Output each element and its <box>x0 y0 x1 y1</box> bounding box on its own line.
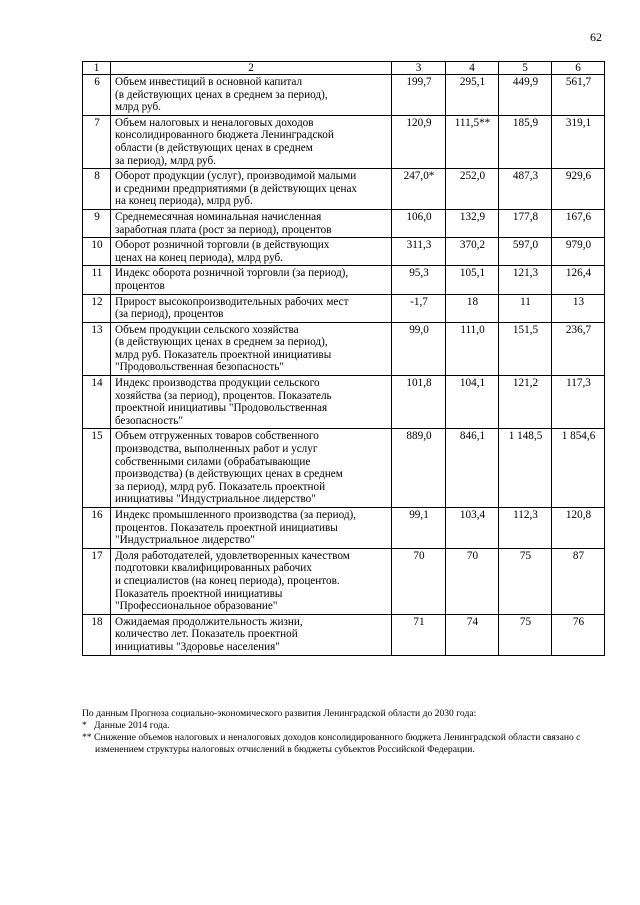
row-number: 15 <box>83 429 111 508</box>
value-col-5: 151,5 <box>499 322 552 375</box>
indicator-name: Объем инвестиций в основной капитал (в действующих ценах в среднем за период), млрд руб. <box>111 75 392 116</box>
column-header-6: 6 <box>552 62 605 75</box>
indicator-name: Доля работодателей, удовлетворенных качеством подготовки квалифицированных рабочих и специалистов (на конец периода), процентов. Показатель проектной инициативы "Профессиональное образование" <box>111 548 392 614</box>
row-number: 13 <box>83 322 111 375</box>
value-col-4: 74 <box>446 614 499 655</box>
table-row <box>83 266 605 294</box>
value-col-3: 889,0 <box>392 429 446 508</box>
table-row <box>83 294 605 322</box>
row-number: 14 <box>83 376 111 429</box>
table-row <box>83 548 605 614</box>
value-col-5: 1 148,5 <box>499 429 552 508</box>
column-header-3: 3 <box>392 62 446 75</box>
table-row <box>83 75 605 116</box>
column-header-5: 5 <box>499 62 552 75</box>
indicator-name: Оборот розничной торговли (в действующих ценах на конец периода), млрд руб. <box>111 238 392 266</box>
indicator-name: Ожидаемая продолжительность жизни, количество лет. Показатель проектной инициативы "Здоровье населения" <box>111 614 392 655</box>
footnote-double-asterisk: ** Снижение объемов налоговых и неналоговых доходов консолидированного бюджета Ленинградской области связано с изменением структуры налоговых отчислений в бюджеты субъектов Российской Федерации. <box>82 732 581 755</box>
value-col-4: 70 <box>446 548 499 614</box>
column-header-1: 1 <box>83 62 111 75</box>
value-col-5: 487,3 <box>499 169 552 210</box>
value-col-4: 295,1 <box>446 75 499 116</box>
value-col-3: 70 <box>392 548 446 614</box>
row-number: 8 <box>83 169 111 210</box>
value-col-6: 13 <box>552 294 605 322</box>
table-row <box>83 508 605 549</box>
value-col-4: 18 <box>446 294 499 322</box>
value-col-3: 311,3 <box>392 238 446 266</box>
value-col-6: 126,4 <box>552 266 605 294</box>
value-col-6: 87 <box>552 548 605 614</box>
value-col-6: 561,7 <box>552 75 605 116</box>
page-number: 62 <box>590 30 602 44</box>
indicator-name: Индекс производства продукции сельского хозяйства (за период), процентов. Показатель проектной инициативы "Продовольственная безопасность" <box>111 376 392 429</box>
value-col-5: 597,0 <box>499 238 552 266</box>
row-number: 7 <box>83 115 111 168</box>
value-col-4: 103,4 <box>446 508 499 549</box>
value-col-6: 979,0 <box>552 238 605 266</box>
value-col-6: 120,8 <box>552 508 605 549</box>
value-col-4: 370,2 <box>446 238 499 266</box>
indicator-name: Индекс промышленного производства (за период), процентов. Показатель проектной инициативы "Индустриальное лидерство" <box>111 508 392 549</box>
value-col-5: 449,9 <box>499 75 552 116</box>
indicator-name: Индекс оборота розничной торговли (за период), процентов <box>111 266 392 294</box>
value-col-6: 117,3 <box>552 376 605 429</box>
value-col-4: 104,1 <box>446 376 499 429</box>
row-number: 6 <box>83 75 111 116</box>
table-body <box>83 75 605 656</box>
indicators-table <box>82 61 605 656</box>
table-row <box>83 376 605 429</box>
value-col-3: -1,7 <box>392 294 446 322</box>
table-row <box>83 238 605 266</box>
indicator-name: Объем продукции сельского хозяйства (в действующих ценах в среднем за период), млрд руб. Показатель проектной инициативы "Продовольственная безопасность" <box>111 322 392 375</box>
column-header-2: 2 <box>111 62 392 75</box>
indicator-name: Объем отгруженных товаров собственного производства, выполненных работ и услуг собственными силами (обрабатывающие производства) (в действующих ценах в среднем за период), млрд руб. Показатель проектной инициативы "Индустриальное лидерство" <box>111 429 392 508</box>
value-col-6: 319,1 <box>552 115 605 168</box>
indicator-name: Оборот продукции (услуг), производимой малыми и средними предприятиями (в действующих ценах на конец периода), млрд руб. <box>111 169 392 210</box>
value-col-3: 101,8 <box>392 376 446 429</box>
value-col-5: 75 <box>499 614 552 655</box>
row-number: 18 <box>83 614 111 655</box>
value-col-3: 99,1 <box>392 508 446 549</box>
footnote-single-asterisk: * Данные 2014 года. <box>82 720 170 731</box>
value-col-5: 112,3 <box>499 508 552 549</box>
value-col-6: 236,7 <box>552 322 605 375</box>
value-col-3: 199,7 <box>392 75 446 116</box>
value-col-6: 1 854,6 <box>552 429 605 508</box>
value-col-3: 95,3 <box>392 266 446 294</box>
table-row <box>83 322 605 375</box>
value-col-3: 106,0 <box>392 209 446 237</box>
value-col-3: 120,9 <box>392 115 446 168</box>
value-col-4: 132,9 <box>446 209 499 237</box>
indicator-name: Прирост высокопроизводительных рабочих мест (за период), процентов <box>111 294 392 322</box>
indicator-name: Среднемесячная номинальная начисленная заработная плата (рост за период), процентов <box>111 209 392 237</box>
value-col-3: 71 <box>392 614 446 655</box>
value-col-5: 121,3 <box>499 266 552 294</box>
source-note: По данным Прогноза социально-экономического развития Ленинградской области до 2030 года: <box>82 708 477 719</box>
table-row <box>83 209 605 237</box>
value-col-4: 105,1 <box>446 266 499 294</box>
table-notes <box>82 708 612 756</box>
value-col-5: 177,8 <box>499 209 552 237</box>
value-col-4: 111,5** <box>446 115 499 168</box>
row-number: 10 <box>83 238 111 266</box>
table-header-row <box>83 62 605 75</box>
value-col-6: 76 <box>552 614 605 655</box>
value-col-6: 929,6 <box>552 169 605 210</box>
column-header-4: 4 <box>446 62 499 75</box>
table-row <box>83 115 605 168</box>
table-row <box>83 169 605 210</box>
value-col-4: 252,0 <box>446 169 499 210</box>
row-number: 12 <box>83 294 111 322</box>
value-col-3: 247,0* <box>392 169 446 210</box>
row-number: 16 <box>83 508 111 549</box>
value-col-4: 846,1 <box>446 429 499 508</box>
table-row <box>83 429 605 508</box>
table-row <box>83 614 605 655</box>
value-col-5: 185,9 <box>499 115 552 168</box>
value-col-5: 75 <box>499 548 552 614</box>
value-col-3: 99,0 <box>392 322 446 375</box>
row-number: 17 <box>83 548 111 614</box>
indicator-name: Объем налоговых и неналоговых доходов консолидированного бюджета Ленинградской области (в действующих ценах в среднем за период), млрд руб. <box>111 115 392 168</box>
value-col-5: 121,2 <box>499 376 552 429</box>
value-col-4: 111,0 <box>446 322 499 375</box>
value-col-6: 167,6 <box>552 209 605 237</box>
row-number: 9 <box>83 209 111 237</box>
row-number: 11 <box>83 266 111 294</box>
value-col-5: 11 <box>499 294 552 322</box>
